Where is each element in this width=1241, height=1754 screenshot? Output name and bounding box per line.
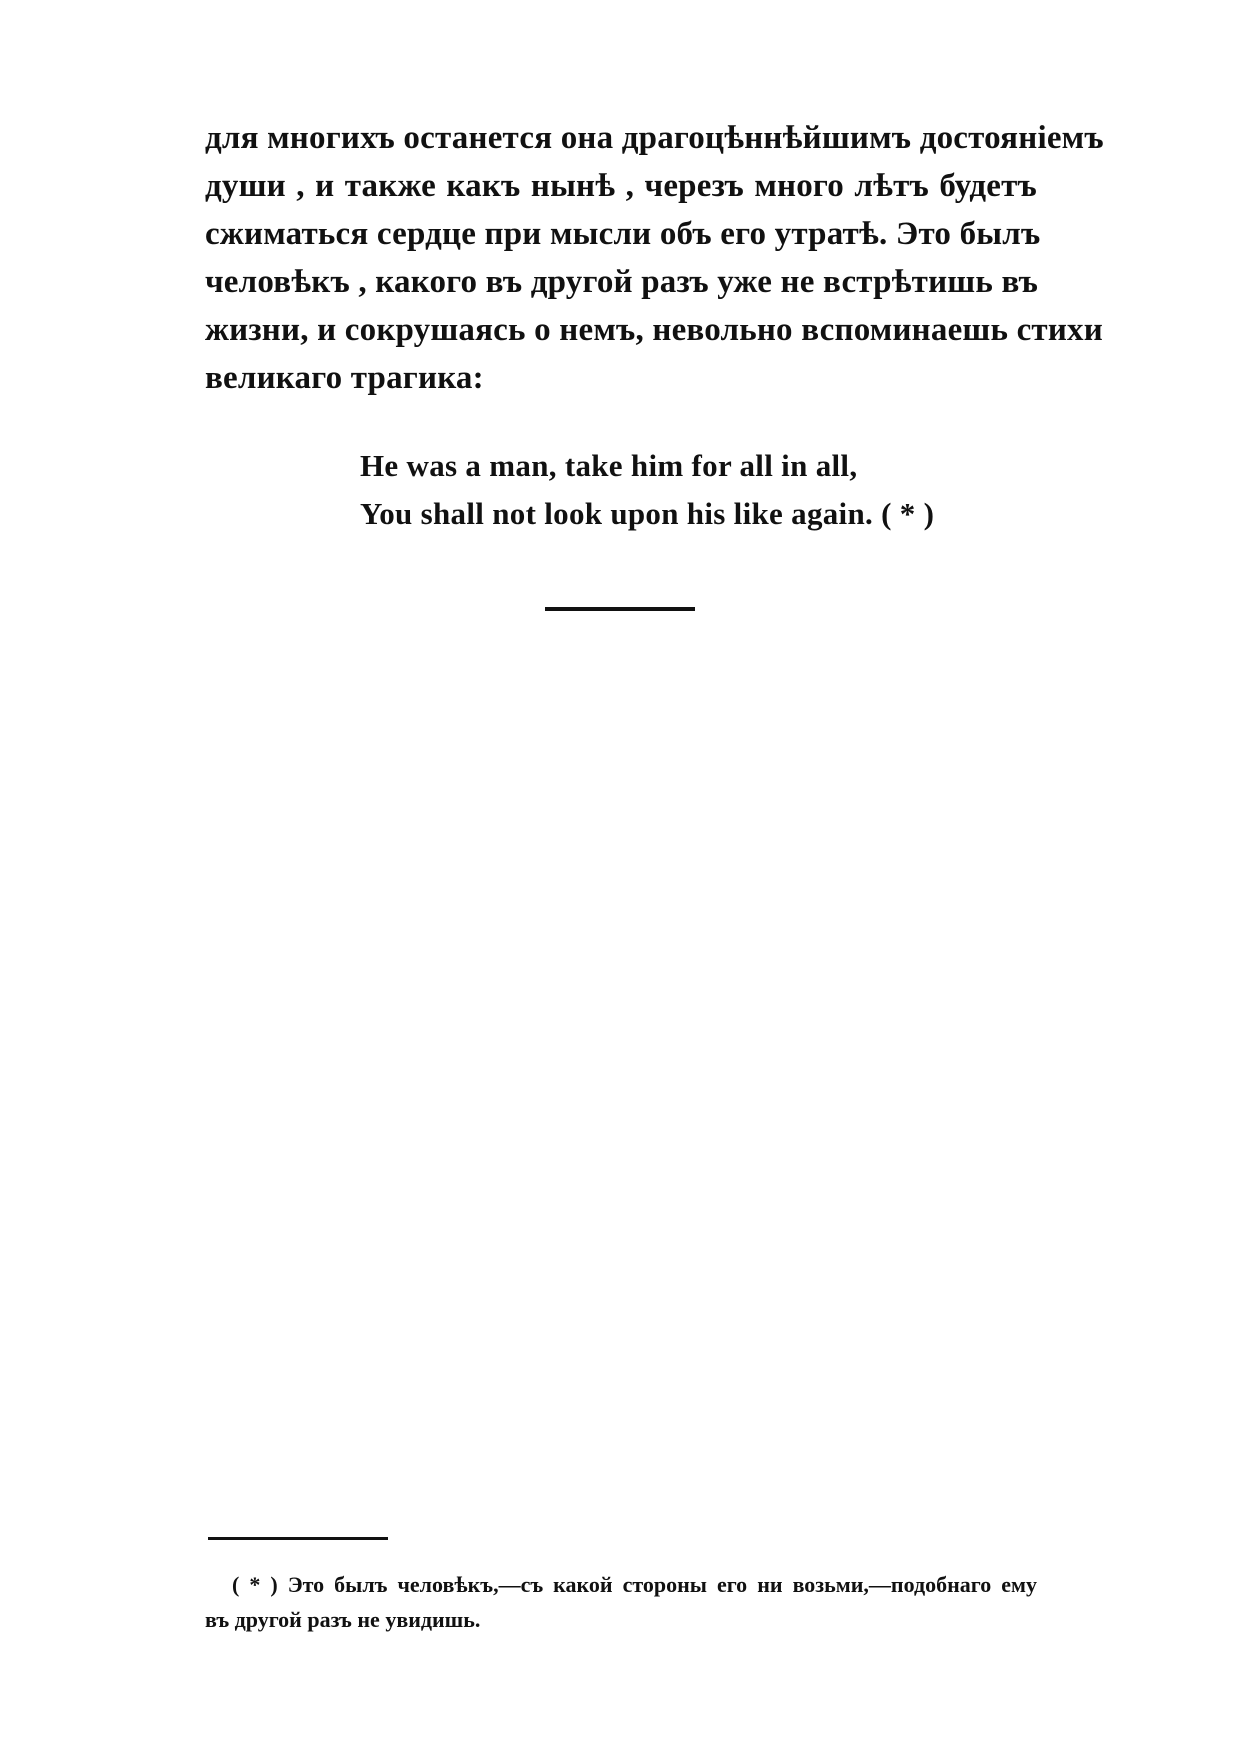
- paragraph-line-2: души , и также какъ нынѣ , черезъ много лѣтъ будетъ: [205, 168, 1037, 204]
- footnote-separator: [208, 1537, 388, 1540]
- paragraph-line-6: великаго трагика:: [205, 360, 484, 396]
- section-end-rule: [545, 607, 695, 611]
- paragraph-line-4: человѣкъ , какого въ другой разъ уже не встрѣтишь въ: [205, 264, 1039, 300]
- footnote-line-1: ( * ) Это былъ человѣкъ,—съ какой стороны его ни возьми,—подобнаго ему: [232, 1572, 1037, 1597]
- paragraph-line-1: для многихъ останется она драгоцѣннѣйшимъ достояніемъ: [205, 120, 1104, 156]
- paragraph-line-5: жизни, и сокрушаясь о немъ, невольно вспоминаешь стихи: [205, 312, 1103, 348]
- verse-line-1: He was a man, take him for all in all,: [360, 448, 858, 483]
- footnote-line-2: въ другой разъ не увидишь.: [205, 1607, 481, 1632]
- paragraph-line-3: сжиматься сердце при мысли объ его утратѣ. Это былъ: [205, 216, 1041, 252]
- verse-line-2: You shall not look upon his like again. ( * ): [360, 496, 935, 531]
